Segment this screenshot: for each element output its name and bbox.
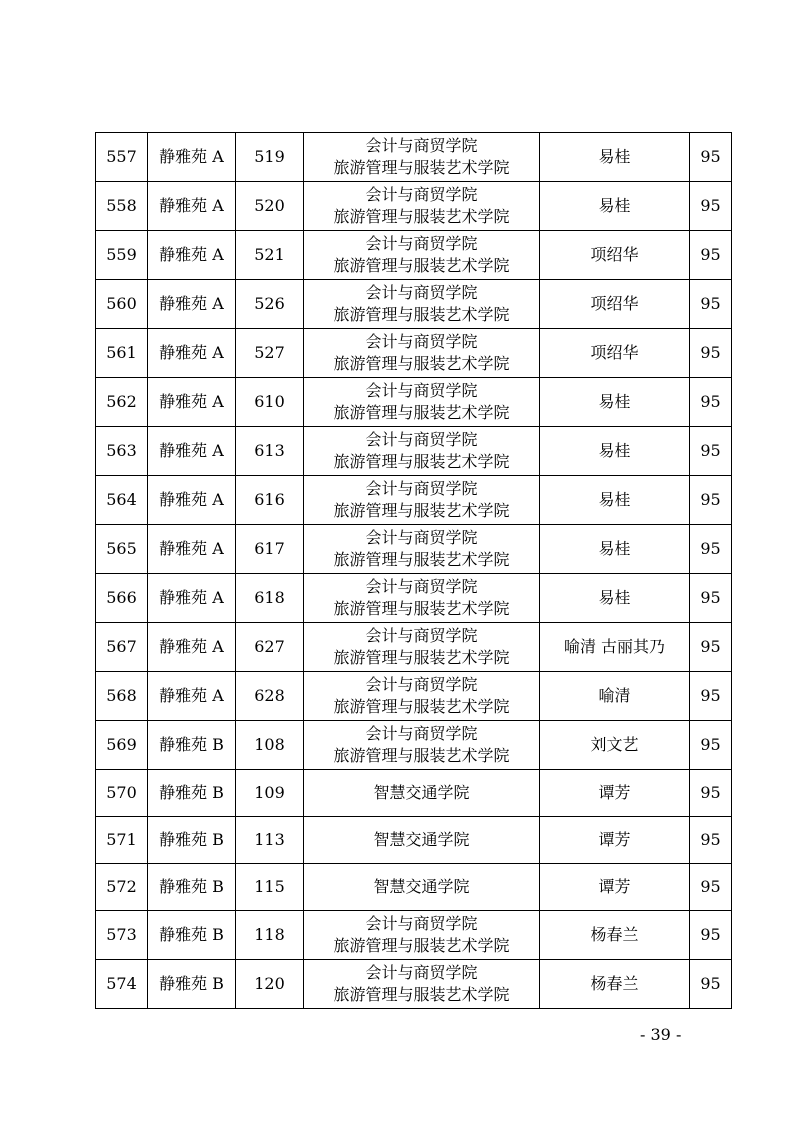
cell-college — [304, 133, 540, 182]
cell-room: 617 — [236, 525, 304, 574]
table-row — [96, 817, 732, 864]
table-row — [96, 623, 732, 672]
cell-counselor: 杨春兰 — [540, 960, 690, 1009]
college-name: 会计与商贸学院 — [365, 283, 478, 302]
table-row — [96, 329, 732, 378]
college-name: 旅游管理与服装艺术学院 — [333, 452, 510, 471]
cell-building: 静雅苑 A — [148, 378, 236, 427]
cell-counselor: 项绍华 — [540, 231, 690, 280]
cell-counselor: 易桂 — [540, 476, 690, 525]
college-name: 智慧交通学院 — [373, 783, 470, 802]
cell-college — [304, 817, 540, 864]
cell-building: 静雅苑 B — [148, 864, 236, 911]
cell-counselor: 喻清 古丽其乃 — [540, 623, 690, 672]
table-row — [96, 182, 732, 231]
table-body — [96, 133, 732, 1009]
cell-score: 95 — [690, 133, 732, 182]
table-row — [96, 911, 732, 960]
cell-number: 560 — [96, 280, 148, 329]
cell-room: 120 — [236, 960, 304, 1009]
cell-number: 573 — [96, 911, 148, 960]
college-name: 旅游管理与服装艺术学院 — [333, 936, 510, 955]
college-name: 旅游管理与服装艺术学院 — [333, 746, 510, 765]
cell-building: 静雅苑 A — [148, 133, 236, 182]
cell-room: 115 — [236, 864, 304, 911]
cell-building: 静雅苑 A — [148, 329, 236, 378]
cell-counselor: 易桂 — [540, 574, 690, 623]
cell-score: 95 — [690, 329, 732, 378]
cell-room: 113 — [236, 817, 304, 864]
college-name: 会计与商贸学院 — [365, 963, 478, 982]
college-name: 会计与商贸学院 — [365, 234, 478, 253]
table-row — [96, 574, 732, 623]
cell-number: 568 — [96, 672, 148, 721]
cell-counselor: 项绍华 — [540, 329, 690, 378]
cell-number: 564 — [96, 476, 148, 525]
college-name: 旅游管理与服装艺术学院 — [333, 158, 510, 177]
cell-college — [304, 231, 540, 280]
cell-number: 558 — [96, 182, 148, 231]
college-name: 会计与商贸学院 — [365, 528, 478, 547]
cell-number: 563 — [96, 427, 148, 476]
cell-counselor: 谭芳 — [540, 864, 690, 911]
cell-score: 95 — [690, 721, 732, 770]
cell-college — [304, 476, 540, 525]
college-name: 会计与商贸学院 — [365, 381, 478, 400]
college-name: 旅游管理与服装艺术学院 — [333, 697, 510, 716]
college-name: 会计与商贸学院 — [365, 430, 478, 449]
cell-score: 95 — [690, 525, 732, 574]
cell-building: 静雅苑 B — [148, 911, 236, 960]
cell-counselor: 项绍华 — [540, 280, 690, 329]
cell-number: 570 — [96, 770, 148, 817]
cell-building: 静雅苑 A — [148, 427, 236, 476]
table-row — [96, 476, 732, 525]
cell-score: 95 — [690, 476, 732, 525]
cell-room: 610 — [236, 378, 304, 427]
cell-college — [304, 623, 540, 672]
table-row — [96, 133, 732, 182]
college-name: 旅游管理与服装艺术学院 — [333, 550, 510, 569]
college-name: 会计与商贸学院 — [365, 914, 478, 933]
cell-number: 557 — [96, 133, 148, 182]
cell-college — [304, 672, 540, 721]
cell-room: 616 — [236, 476, 304, 525]
college-name: 会计与商贸学院 — [365, 626, 478, 645]
table-row — [96, 960, 732, 1009]
cell-college — [304, 911, 540, 960]
cell-number: 566 — [96, 574, 148, 623]
cell-college — [304, 427, 540, 476]
cell-building: 静雅苑 A — [148, 231, 236, 280]
college-name: 旅游管理与服装艺术学院 — [333, 354, 510, 373]
cell-number: 559 — [96, 231, 148, 280]
cell-building: 静雅苑 B — [148, 721, 236, 770]
table-row — [96, 672, 732, 721]
cell-score: 95 — [690, 427, 732, 476]
cell-room: 519 — [236, 133, 304, 182]
page-number: - 39 - — [640, 1025, 682, 1044]
cell-counselor: 易桂 — [540, 427, 690, 476]
table-row — [96, 525, 732, 574]
college-name: 旅游管理与服装艺术学院 — [333, 501, 510, 520]
cell-building: 静雅苑 B — [148, 960, 236, 1009]
college-name: 智慧交通学院 — [373, 830, 470, 849]
cell-room: 109 — [236, 770, 304, 817]
table-row — [96, 280, 732, 329]
college-name: 旅游管理与服装艺术学院 — [333, 648, 510, 667]
cell-counselor: 杨春兰 — [540, 911, 690, 960]
cell-counselor: 易桂 — [540, 525, 690, 574]
college-name: 会计与商贸学院 — [365, 675, 478, 694]
cell-score: 95 — [690, 911, 732, 960]
cell-room: 618 — [236, 574, 304, 623]
cell-score: 95 — [690, 182, 732, 231]
cell-score: 95 — [690, 817, 732, 864]
cell-room: 628 — [236, 672, 304, 721]
cell-counselor: 易桂 — [540, 182, 690, 231]
cell-counselor: 谭芳 — [540, 817, 690, 864]
cell-score: 95 — [690, 770, 732, 817]
college-name: 旅游管理与服装艺术学院 — [333, 256, 510, 275]
cell-room: 108 — [236, 721, 304, 770]
cell-room: 521 — [236, 231, 304, 280]
college-name: 会计与商贸学院 — [365, 136, 478, 155]
cell-score: 95 — [690, 864, 732, 911]
cell-room: 527 — [236, 329, 304, 378]
cell-number: 574 — [96, 960, 148, 1009]
cell-room: 118 — [236, 911, 304, 960]
cell-score: 95 — [690, 672, 732, 721]
cell-number: 567 — [96, 623, 148, 672]
cell-room: 627 — [236, 623, 304, 672]
cell-counselor: 刘文艺 — [540, 721, 690, 770]
cell-score: 95 — [690, 960, 732, 1009]
cell-building: 静雅苑 A — [148, 182, 236, 231]
college-name: 旅游管理与服装艺术学院 — [333, 599, 510, 618]
cell-score: 95 — [690, 623, 732, 672]
college-name: 旅游管理与服装艺术学院 — [333, 403, 510, 422]
cell-number: 571 — [96, 817, 148, 864]
cell-number: 561 — [96, 329, 148, 378]
cell-college — [304, 721, 540, 770]
cell-building: 静雅苑 A — [148, 672, 236, 721]
college-name: 旅游管理与服装艺术学院 — [333, 207, 510, 226]
cell-building: 静雅苑 A — [148, 280, 236, 329]
cell-number: 569 — [96, 721, 148, 770]
college-name: 旅游管理与服装艺术学院 — [333, 305, 510, 324]
cell-college — [304, 280, 540, 329]
cell-score: 95 — [690, 280, 732, 329]
cell-building: 静雅苑 B — [148, 770, 236, 817]
cell-building: 静雅苑 A — [148, 476, 236, 525]
cell-number: 565 — [96, 525, 148, 574]
cell-building: 静雅苑 A — [148, 623, 236, 672]
cell-building: 静雅苑 B — [148, 817, 236, 864]
cell-college — [304, 770, 540, 817]
table-row — [96, 721, 732, 770]
table-row — [96, 378, 732, 427]
college-name: 会计与商贸学院 — [365, 724, 478, 743]
cell-college — [304, 525, 540, 574]
college-name: 会计与商贸学院 — [365, 185, 478, 204]
cell-college — [304, 574, 540, 623]
cell-number: 562 — [96, 378, 148, 427]
cell-counselor: 易桂 — [540, 378, 690, 427]
cell-room: 613 — [236, 427, 304, 476]
table-row — [96, 864, 732, 911]
college-name: 会计与商贸学院 — [365, 577, 478, 596]
cell-counselor: 易桂 — [540, 133, 690, 182]
college-name: 会计与商贸学院 — [365, 332, 478, 351]
cell-room: 526 — [236, 280, 304, 329]
cell-score: 95 — [690, 574, 732, 623]
cell-counselor: 喻清 — [540, 672, 690, 721]
cell-building: 静雅苑 A — [148, 525, 236, 574]
cell-college — [304, 864, 540, 911]
cell-college — [304, 182, 540, 231]
cell-score: 95 — [690, 378, 732, 427]
cell-number: 572 — [96, 864, 148, 911]
table-row — [96, 427, 732, 476]
cell-college — [304, 960, 540, 1009]
college-name: 智慧交通学院 — [373, 877, 470, 896]
cell-college — [304, 329, 540, 378]
table-row — [96, 231, 732, 280]
cell-college — [304, 378, 540, 427]
college-name: 旅游管理与服装艺术学院 — [333, 985, 510, 1004]
cell-room: 520 — [236, 182, 304, 231]
cell-counselor: 谭芳 — [540, 770, 690, 817]
college-name: 会计与商贸学院 — [365, 479, 478, 498]
dormitory-score-table — [95, 132, 732, 1009]
table-row — [96, 770, 732, 817]
cell-building: 静雅苑 A — [148, 574, 236, 623]
cell-score: 95 — [690, 231, 732, 280]
